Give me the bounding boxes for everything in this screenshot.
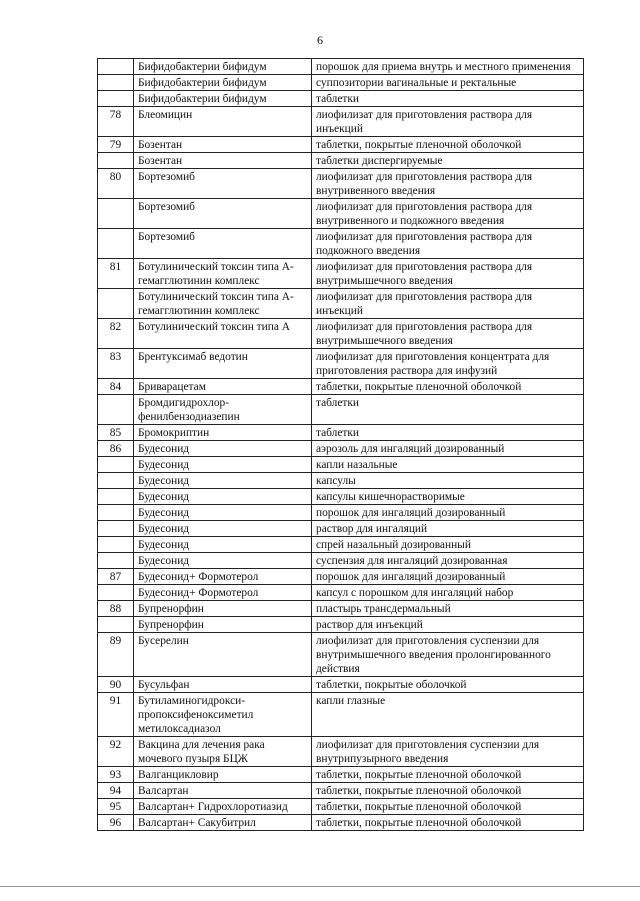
row-number: 84 [98, 379, 134, 395]
dosage-form: таблетки [312, 425, 584, 441]
row-number [98, 229, 134, 259]
drug-name: Бортезомиб [134, 229, 312, 259]
drug-name: Бупренорфин [134, 617, 312, 633]
table-row [98, 473, 584, 489]
row-number [98, 489, 134, 505]
drug-name: Ботулинический токсин типа А-гемагглютинин комплекс [134, 289, 312, 319]
row-number: 91 [98, 693, 134, 737]
drug-name: Бозентан [134, 137, 312, 153]
table-row [98, 425, 584, 441]
dosage-form: таблетки, покрытые пленочной оболочкой [312, 379, 584, 395]
row-number: 90 [98, 677, 134, 693]
drug-name: Бортезомиб [134, 169, 312, 199]
dosage-form: лиофилизат для приготовления концентрата для приготовления раствора для инфузий [312, 349, 584, 379]
row-number: 95 [98, 799, 134, 815]
dosage-form: суппозитории вагинальные и ректальные [312, 75, 584, 91]
drug-name: Валганцикловир [134, 767, 312, 783]
table-row [98, 319, 584, 349]
row-number [98, 521, 134, 537]
dosage-form: лиофилизат для приготовления раствора для подкожного введения [312, 229, 584, 259]
dosage-form: лиофилизат для приготовления раствора для инъекций [312, 289, 584, 319]
drug-name: Будесонид+ Формотерол [134, 585, 312, 601]
drug-name: Бутиламиногидрокси-пропоксифеноксиметил метилоксадиазол [134, 693, 312, 737]
dosage-form: таблетки [312, 91, 584, 107]
table-row [98, 229, 584, 259]
dosage-form: лиофилизат для приготовления раствора для внутривенного введения [312, 169, 584, 199]
table-row [98, 289, 584, 319]
dosage-form: капли назальные [312, 457, 584, 473]
dosage-form: таблетки [312, 395, 584, 425]
drug-name: Будесонид [134, 521, 312, 537]
drug-name: Блеомицин [134, 107, 312, 137]
dosage-form: лиофилизат для приготовления суспензии для внутрипузырного введения [312, 737, 584, 767]
drug-name: Бромдигидрохлор-фенилбензодиазепин [134, 395, 312, 425]
row-number [98, 395, 134, 425]
table-row [98, 521, 584, 537]
row-number [98, 537, 134, 553]
table-row [98, 379, 584, 395]
row-number [98, 553, 134, 569]
drug-name: Валсартан+ Гидрохлоротиазид [134, 799, 312, 815]
table-row [98, 617, 584, 633]
row-number [98, 75, 134, 91]
drug-name: Будесонид [134, 457, 312, 473]
dosage-form: раствор для инъекций [312, 617, 584, 633]
table-row [98, 91, 584, 107]
table-row [98, 395, 584, 425]
drug-name: Ботулинический токсин типа А [134, 319, 312, 349]
dosage-form: таблетки, покрытые пленочной оболочкой [312, 815, 584, 831]
drug-name: Бозентан [134, 153, 312, 169]
row-number [98, 91, 134, 107]
dosage-form: таблетки, покрытые пленочной оболочкой [312, 137, 584, 153]
dosage-form: таблетки, покрытые пленочной оболочкой [312, 799, 584, 815]
table-row [98, 815, 584, 831]
row-number [98, 617, 134, 633]
table-row [98, 569, 584, 585]
row-number: 88 [98, 601, 134, 617]
table-row [98, 75, 584, 91]
dosage-form: раствор для ингаляций [312, 521, 584, 537]
row-number: 82 [98, 319, 134, 349]
drug-name: Вакцина для лечения рака мочевого пузыря БЦЖ [134, 737, 312, 767]
table-row [98, 799, 584, 815]
dosage-form: лиофилизат для приготовления суспензии для внутримышечного введения пролонгированного действия [312, 633, 584, 677]
dosage-form: капсулы [312, 473, 584, 489]
dosage-form: порошок для ингаляций дозированный [312, 505, 584, 521]
drug-name: Бупренорфин [134, 601, 312, 617]
row-number: 80 [98, 169, 134, 199]
table-row [98, 767, 584, 783]
row-number [98, 59, 134, 75]
drug-name: Будесонид [134, 553, 312, 569]
row-number: 87 [98, 569, 134, 585]
dosage-form: лиофилизат для приготовления раствора для внутривенного и подкожного введения [312, 199, 584, 229]
row-number: 83 [98, 349, 134, 379]
drug-table [97, 58, 584, 831]
drug-name: Будесонид [134, 473, 312, 489]
table-row [98, 783, 584, 799]
row-number: 92 [98, 737, 134, 767]
drug-name: Бусерелин [134, 633, 312, 677]
dosage-form: лиофилизат для приготовления раствора для инъекций [312, 107, 584, 137]
table-row [98, 585, 584, 601]
drug-name: Будесонид+ Формотерол [134, 569, 312, 585]
drug-name: Валсартан+ Сакубитрил [134, 815, 312, 831]
dosage-form: таблетки, покрытые пленочной оболочкой [312, 767, 584, 783]
table-row [98, 137, 584, 153]
table-row [98, 169, 584, 199]
table-row [98, 553, 584, 569]
drug-name: Бортезомиб [134, 199, 312, 229]
row-number [98, 505, 134, 521]
row-number: 86 [98, 441, 134, 457]
row-number [98, 457, 134, 473]
row-number [98, 153, 134, 169]
dosage-form: таблетки, покрытые оболочкой [312, 677, 584, 693]
row-number [98, 289, 134, 319]
page-number: 6 [317, 33, 323, 47]
dosage-form: лиофилизат для приготовления раствора для внутримышечного введения [312, 259, 584, 289]
row-number: 81 [98, 259, 134, 289]
table-row [98, 693, 584, 737]
table-row [98, 737, 584, 767]
dosage-form: лиофилизат для приготовления раствора для внутримышечного введения [312, 319, 584, 349]
table-row [98, 349, 584, 379]
row-number: 94 [98, 783, 134, 799]
table-row [98, 505, 584, 521]
row-number: 78 [98, 107, 134, 137]
table-row [98, 633, 584, 677]
table-row [98, 537, 584, 553]
row-number: 85 [98, 425, 134, 441]
table-row [98, 107, 584, 137]
table-row [98, 153, 584, 169]
dosage-form: порошок для приема внутрь и местного применения [312, 59, 584, 75]
dosage-form: аэрозоль для ингаляций дозированный [312, 441, 584, 457]
table-row [98, 601, 584, 617]
row-number: 89 [98, 633, 134, 677]
drug-name: Бифидобактерии бифидум [134, 59, 312, 75]
table-row [98, 259, 584, 289]
table-row [98, 489, 584, 505]
dosage-form: суспензия для ингаляций дозированная [312, 553, 584, 569]
row-number: 79 [98, 137, 134, 153]
table-row [98, 199, 584, 229]
table-row [98, 677, 584, 693]
page-bottom-rule [0, 886, 640, 887]
dosage-form: капсулы кишечнорастворимые [312, 489, 584, 505]
drug-name: Бифидобактерии бифидум [134, 91, 312, 107]
row-number [98, 473, 134, 489]
dosage-form: капсул с порошком для ингаляций набор [312, 585, 584, 601]
dosage-form: пластырь трансдермальный [312, 601, 584, 617]
row-number [98, 199, 134, 229]
drug-name: Брентуксимаб ведотин [134, 349, 312, 379]
table-row [98, 441, 584, 457]
table-row [98, 457, 584, 473]
drug-name: Ботулинический токсин типа А-гемагглютинин комплекс [134, 259, 312, 289]
drug-name: Валсартан [134, 783, 312, 799]
row-number [98, 585, 134, 601]
drug-name: Будесонид [134, 537, 312, 553]
row-number: 93 [98, 767, 134, 783]
dosage-form: спрей назальный дозированный [312, 537, 584, 553]
dosage-form: таблетки, покрытые пленочной оболочкой [312, 783, 584, 799]
dosage-form: таблетки диспергируемые [312, 153, 584, 169]
dosage-form: капли глазные [312, 693, 584, 737]
table-row [98, 59, 584, 75]
drug-table-body [98, 59, 584, 831]
drug-name: Бромокриптин [134, 425, 312, 441]
drug-name: Будесонид [134, 505, 312, 521]
drug-name: Будесонид [134, 441, 312, 457]
dosage-form: порошок для ингаляций дозированный [312, 569, 584, 585]
drug-name: Бриварацетам [134, 379, 312, 395]
drug-name: Будесонид [134, 489, 312, 505]
drug-name: Бусульфан [134, 677, 312, 693]
row-number: 96 [98, 815, 134, 831]
drug-name: Бифидобактерии бифидум [134, 75, 312, 91]
